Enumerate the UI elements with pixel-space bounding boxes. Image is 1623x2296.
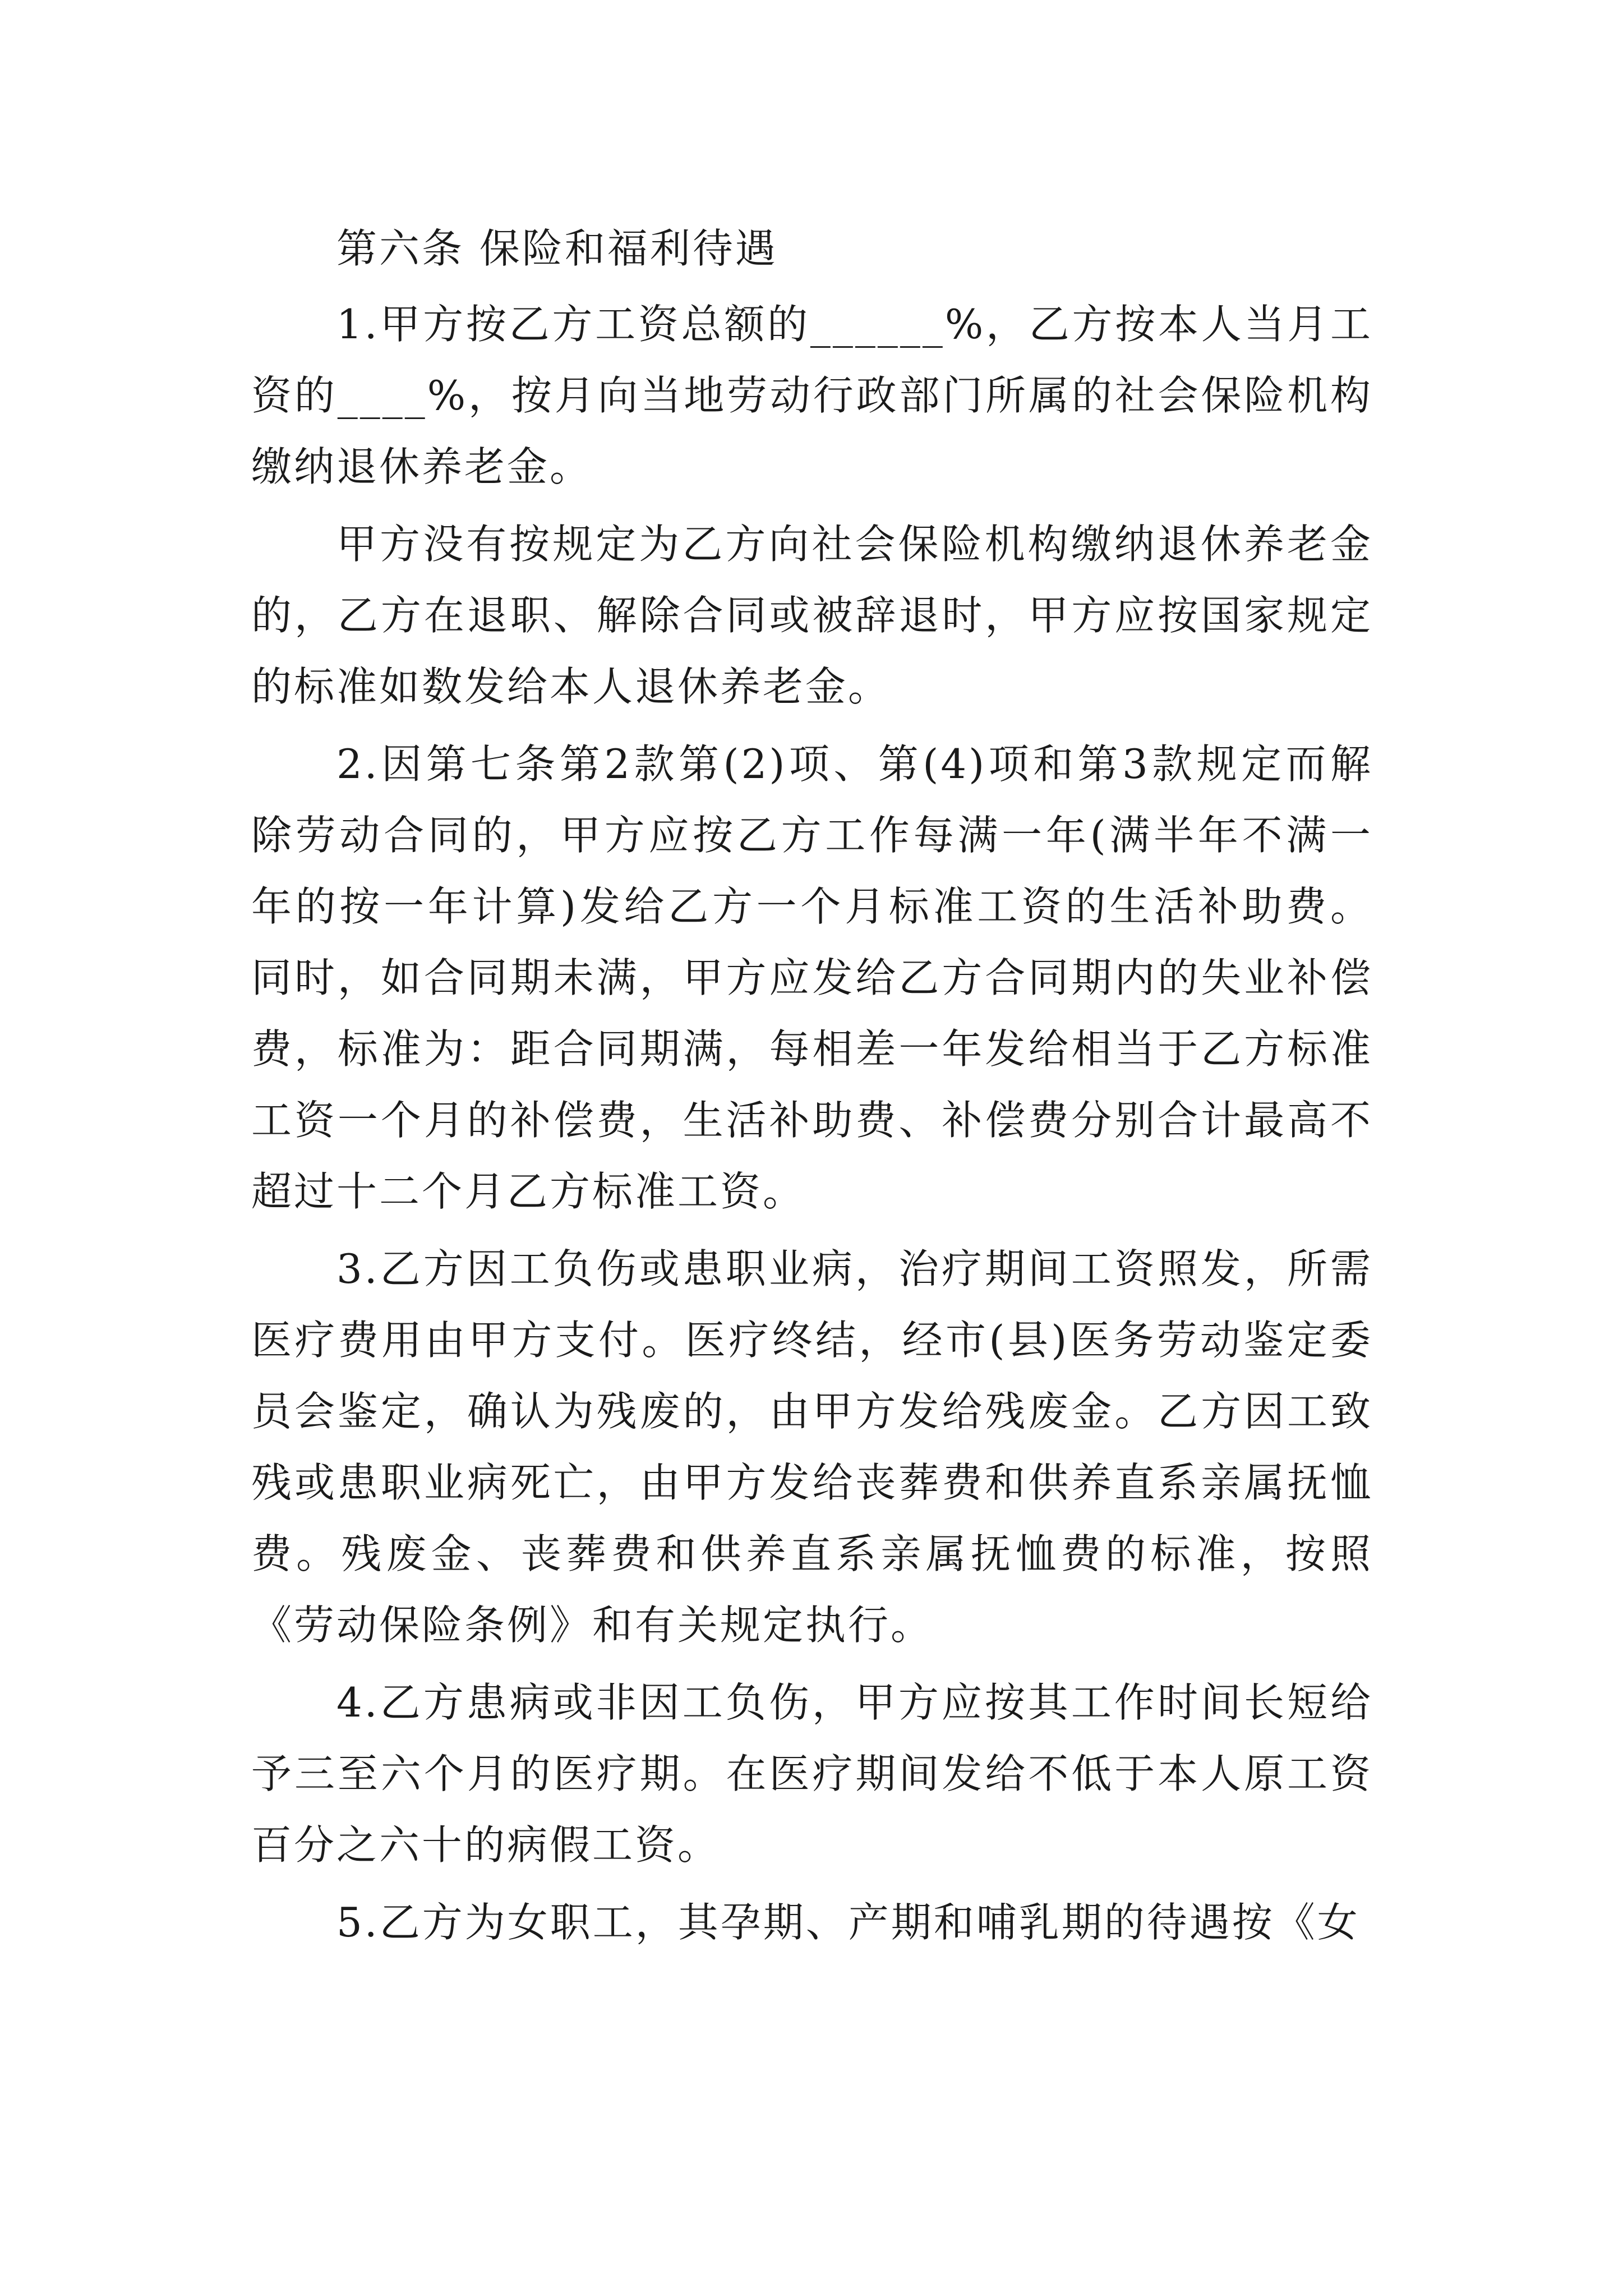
- article-heading: 第六条 保险和福利待遇: [336, 225, 778, 272]
- paragraph-1: 1.甲方按乙方工资总额的______%，乙方按本人当月工资的____%，按月向当地劳动行政部门所属的社会保险机构缴纳退休养老金。: [251, 301, 1373, 490]
- paragraph-5: 4.乙方患病或非因工负伤，甲方应按其工作时间长短给予三至六个月的医疗期。在医疗期间发给不低于本人原工资百分之六十的病假工资。: [251, 1679, 1373, 1869]
- document-body: [251, 213, 1373, 1964]
- paragraph-6: 5.乙方为女职工，其孕期、产期和哺乳期的待遇按《女: [336, 1899, 1360, 1946]
- paragraph-3: 2.因第七条第2款第(2)项、第(4)项和第3款规定而解除劳动合同的，甲方应按乙方工作每满一年(满半年不满一年的按一年计算)发给乙方一个月标准工资的生活补助费。同时，如合同期未满，甲方应发给乙方合同期内的失业补偿费，标准为：距合同期满，每相差一年发给相当于乙方标准工资一个月的补偿费，生活补助费、补偿费分别合计最高不超过十二个月乙方标准工资。: [251, 740, 1373, 1215]
- paragraph-4: 3.乙方因工负伤或患职业病，治疗期间工资照发，所需医疗费用由甲方支付。医疗终结，经市(县)医务劳动鉴定委员会鉴定，确认为残废的，由甲方发给残废金。乙方因工致残或患职业病死亡，由甲方发给丧葬费和供养直系亲属抚恤费。残废金、丧葬费和供养直系亲属抚恤费的标准，按照《劳动保险条例》和有关规定执行。: [251, 1245, 1373, 1649]
- paragraph-2: 甲方没有按规定为乙方向社会保险机构缴纳退休养老金的，乙方在退职、解除合同或被辞退时，甲方应按国家规定的标准如数发给本人退休养老金。: [251, 521, 1373, 710]
